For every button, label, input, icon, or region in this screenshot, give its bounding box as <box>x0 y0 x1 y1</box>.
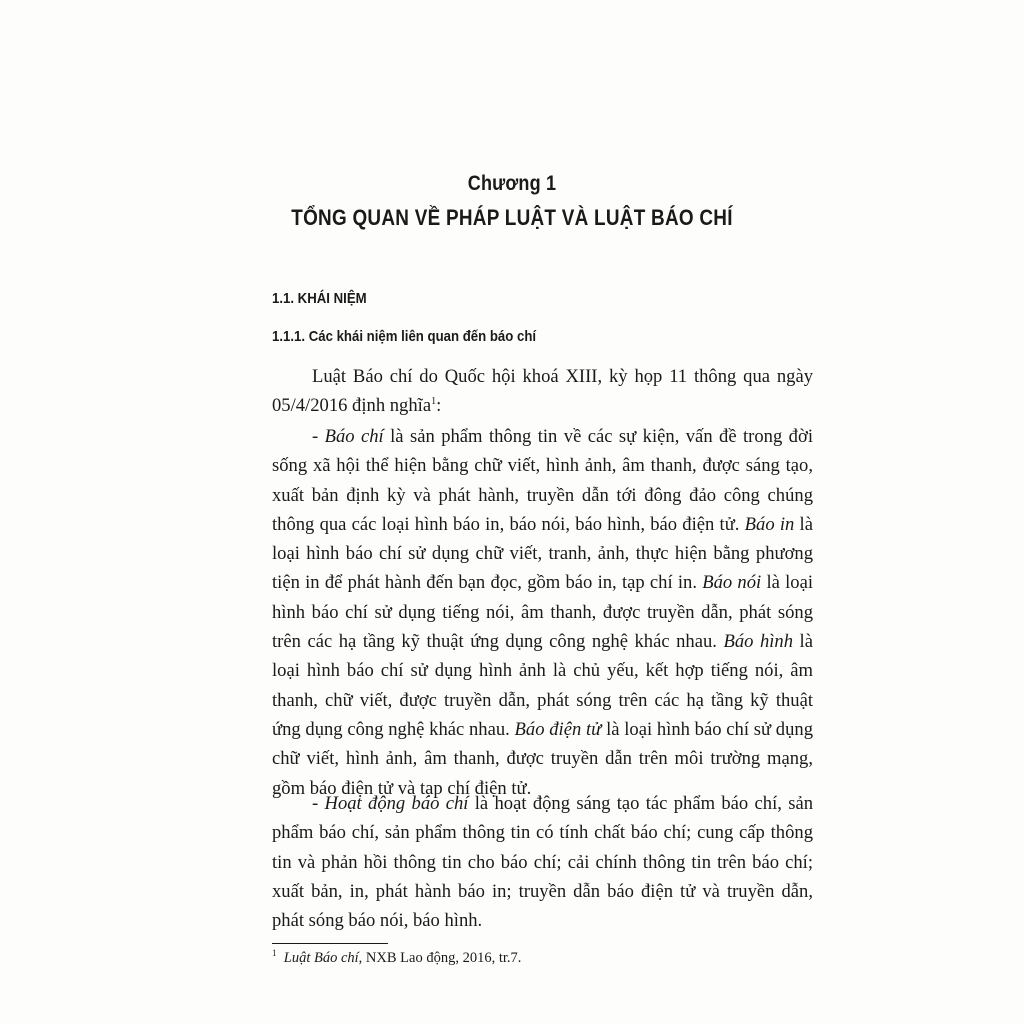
footnote-rest: , NXB Lao động, 2016, tr.7. <box>358 950 522 966</box>
footnote <box>272 950 521 967</box>
term-bao-chi: Báo chí <box>324 426 384 447</box>
section-heading-1-1: 1.1. KHÁI NIỆM <box>272 290 367 307</box>
paragraph-intro-text: Luật Báo chí do Quốc hội khoá XIII, kỳ họp 11 thông qua ngày 05/4/2016 định nghĩa <box>272 366 813 417</box>
term-bao-noi: Báo nói <box>702 572 762 594</box>
footnote-number: 1 <box>272 948 277 959</box>
section-heading-1-1-1: 1.1.1. Các khái niệm liên quan đến báo chí <box>272 328 537 345</box>
definition-text: là loại hình báo chí sử dụng hình ảnh là chủ yếu, kết hợp tiếng nói, âm thanh, chữ viết, được truyền dẫn, phát sóng trên các hạ tầng kỹ thuật ứng dụng công nghệ khác nhau. <box>272 631 813 740</box>
term-bao-in: Báo in <box>744 513 795 535</box>
definition-text: là hoạt động sáng tạo tác phẩm báo chí, sản phẩm báo chí, sản phẩm thông tin có tính chất báo chí; cung cấp thông tin và phản hồi thông tin cho báo chí; cải chính thông tin trên báo chí; xuất bản, in, phát hành báo in; truyền dẫn báo điện tử và truyền dẫn, phát sóng báo nói, báo hình. <box>272 793 813 932</box>
dash: - <box>312 426 325 447</box>
paragraph-intro-end: : <box>436 395 442 417</box>
definition-text: là loại hình báo chí sử dụng tiếng nói, âm thanh, được truyền dẫn, phát sóng trên các hạ tầng kỹ thuật ứng dụng công nghệ khác nhau. <box>272 572 813 653</box>
footnote-title: Luật Báo chí <box>283 950 359 966</box>
paragraph-bao-chi-definition <box>272 422 813 803</box>
paragraph-intro <box>272 362 813 421</box>
term-bao-hinh: Báo hình <box>723 631 794 653</box>
footnote-reference: 1 <box>431 396 437 408</box>
definition-text: là loại hình báo chí sử dụng chữ viết, tranh, ảnh, thực hiện bằng phương tiện in để phát hành đến bạn đọc, gồm báo in, tạp chí in. <box>272 513 813 594</box>
chapter-title: TỔNG QUAN VỀ PHÁP LUẬT VÀ LUẬT BÁO CHÍ <box>291 205 733 230</box>
paragraph-hoat-dong-bao-chi-definition <box>272 789 813 935</box>
definition-text: là sản phẩm thông tin về các sự kiện, vấn đề trong đời sống xã hội thể hiện bằng chữ viết, hình ảnh, âm thanh, được sáng tạo, xuất bản định kỳ và phát hành, truyền dẫn tới đông đảo công chúng thông qua các loại hình báo in, báo nói, báo hình, báo điện tử. <box>272 426 813 535</box>
term-hoat-dong-bao-chi: Hoạt động báo chí <box>324 793 469 814</box>
dash: - <box>312 793 325 814</box>
term-bao-dien-tu: Báo điện tử <box>514 718 602 740</box>
definition-text: là loại hình báo chí sử dụng chữ viết, hình ảnh, âm thanh, được truyền dẫn trên môi trường mạng, gồm báo điện tử và tạp chí điện tử. <box>272 718 813 799</box>
footnote-separator <box>272 943 388 944</box>
chapter-label: Chương 1 <box>467 172 557 195</box>
